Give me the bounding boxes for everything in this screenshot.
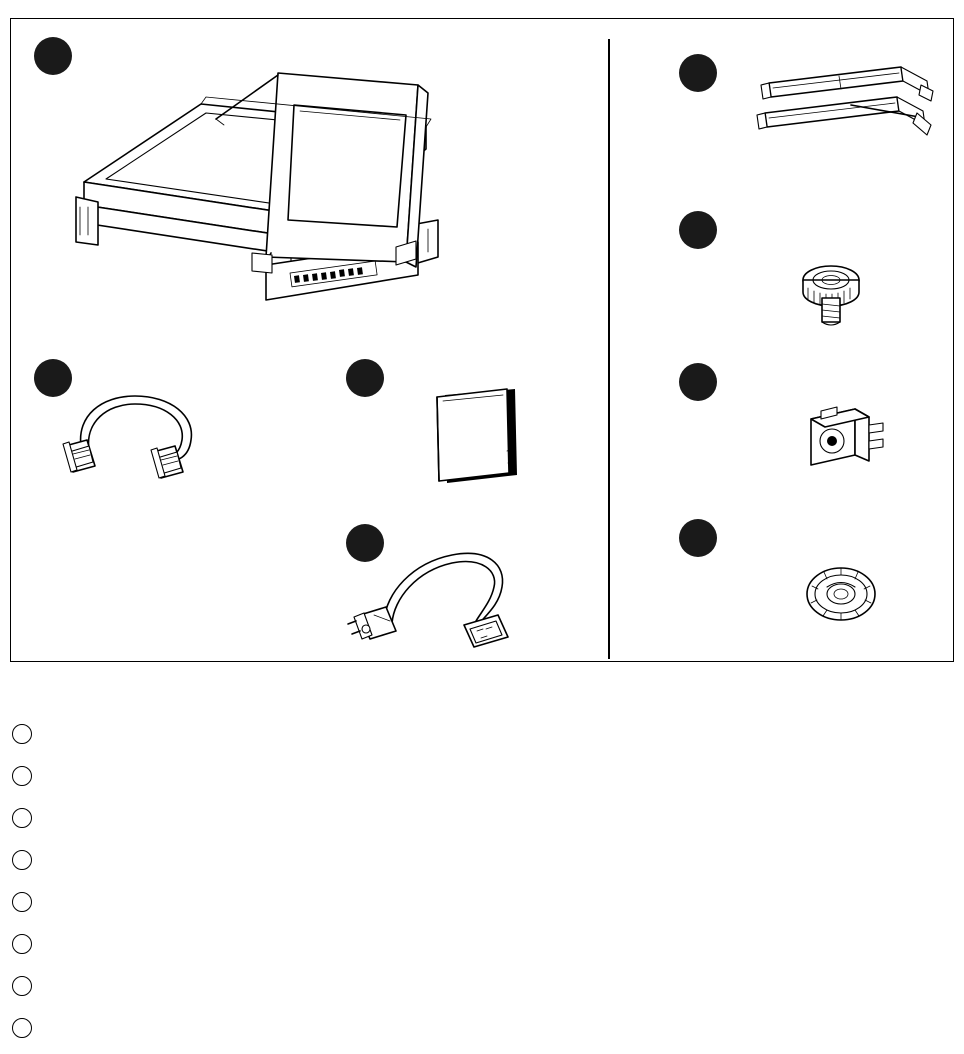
bullet-marker-6-label: 6 bbox=[697, 229, 699, 230]
list-item[interactable] bbox=[10, 886, 610, 928]
manual-booklet-illustration bbox=[421, 371, 531, 496]
list-item[interactable] bbox=[10, 928, 610, 970]
checkbox-circle-icon[interactable] bbox=[12, 850, 32, 870]
list-item[interactable] bbox=[10, 760, 610, 802]
bullet-marker-2-label: 2 bbox=[52, 377, 54, 378]
bullet-marker-7 bbox=[679, 363, 717, 401]
bullet-marker-6 bbox=[679, 211, 717, 249]
list-item[interactable] bbox=[10, 718, 610, 760]
package-checklist bbox=[10, 718, 610, 1054]
bullet-marker-5-label: 5 bbox=[697, 72, 699, 73]
checkbox-circle-icon[interactable] bbox=[12, 934, 32, 954]
checkbox-circle-icon[interactable] bbox=[12, 766, 32, 786]
bullet-marker-8-label: 8 bbox=[697, 537, 699, 538]
list-item[interactable] bbox=[10, 1012, 610, 1054]
bullet-marker-4-label: 4 bbox=[364, 542, 366, 543]
checkbox-circle-icon[interactable] bbox=[12, 1018, 32, 1038]
bullet-marker-3-label: 3 bbox=[364, 377, 366, 378]
bullet-marker-5 bbox=[679, 54, 717, 92]
power-cord-illustration bbox=[346, 529, 546, 654]
thumbscrew-illustration bbox=[786, 254, 876, 334]
slide-rail-illustration bbox=[751, 57, 941, 197]
checkbox-circle-icon[interactable] bbox=[12, 808, 32, 828]
rack-lcd-console-illustration bbox=[66, 57, 456, 327]
cage-nut-illustration bbox=[801, 397, 891, 477]
checkbox-circle-icon[interactable] bbox=[12, 892, 32, 912]
list-item[interactable] bbox=[10, 970, 610, 1012]
list-item[interactable] bbox=[10, 802, 610, 844]
vga-cable-illustration bbox=[49, 374, 219, 504]
package-contents-panel bbox=[10, 18, 954, 662]
bullet-marker-8 bbox=[679, 519, 717, 557]
checkbox-circle-icon[interactable] bbox=[12, 976, 32, 996]
list-item[interactable] bbox=[10, 844, 610, 886]
knurled-nut-illustration bbox=[796, 554, 886, 634]
bullet-marker-3 bbox=[346, 359, 384, 397]
checkbox-circle-icon[interactable] bbox=[12, 724, 32, 744]
bullet-marker-7-label: 7 bbox=[697, 381, 699, 382]
panel-vertical-divider bbox=[608, 39, 610, 659]
bullet-marker-1-label: 1 bbox=[52, 55, 54, 56]
